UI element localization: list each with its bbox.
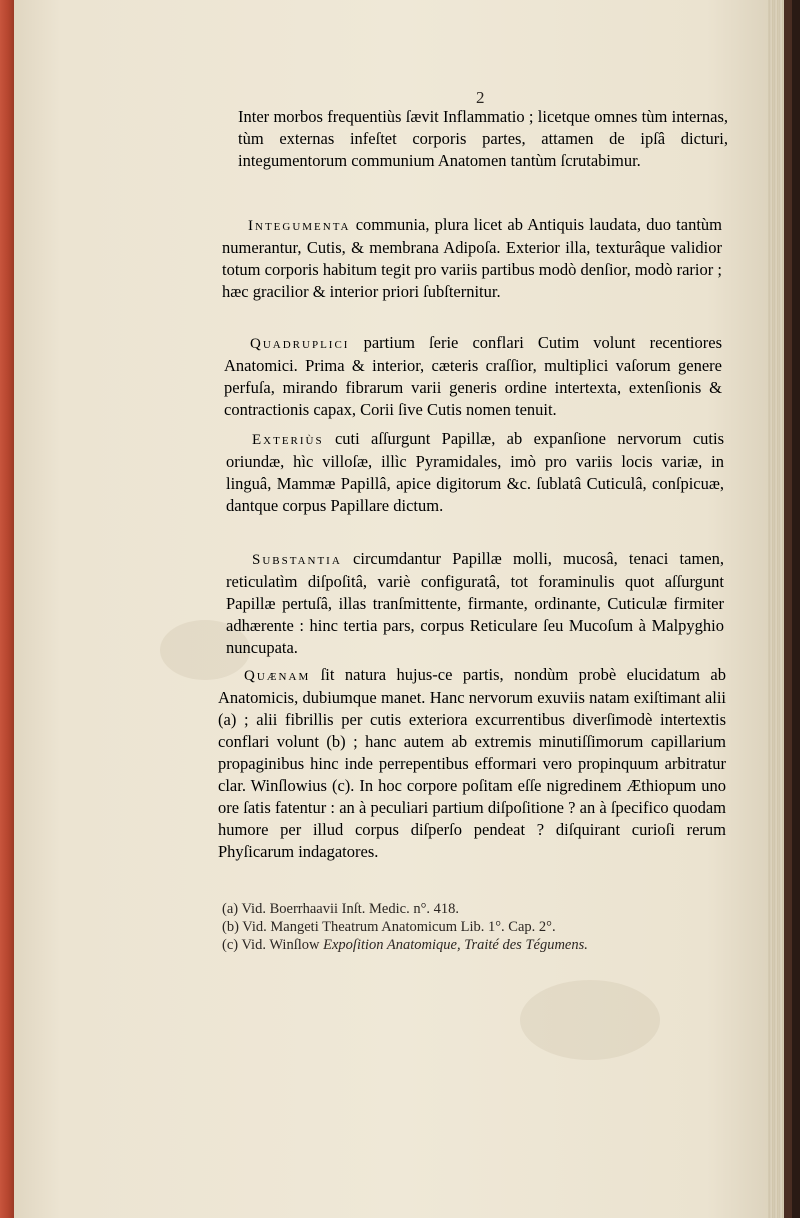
paragraph-lead-word: Exteriùs <box>252 432 324 448</box>
paragraph-text: partium ſerie conflari Cutim volunt recentiores Anatomici. Prima & interior, cæteris craſſior, multiplici vaſorum genere perfuſa, mirando fibrarum varii generis ordine intertexta, extenſionis & contractionis capax, Corii ſive Cutis nomen tenuit. <box>224 333 722 419</box>
paragraph-2 <box>222 214 722 303</box>
paper-stain <box>520 980 660 1060</box>
paragraph-lead-word: Quænam <box>244 668 311 684</box>
book-binding-left <box>0 0 14 1218</box>
footnote-text: Vid. Mangeti Theatrum Anatomicum Lib. 1°. Cap. 2°. <box>238 919 556 935</box>
paragraph-lead-word: Integumenta <box>248 218 351 234</box>
paragraph-1 <box>238 106 728 172</box>
paragraph-6 <box>218 664 726 863</box>
paragraph-5 <box>226 548 724 659</box>
paragraph-4 <box>226 428 724 517</box>
paragraph-text: cuti aſſurgunt Papillæ, ab expanſione nervorum cutis oriundæ, hìc villoſæ, illìc Pyramidales, imò pro variis locis variæ, in linguâ, Mammæ Papillâ, apice digitorum &c. ſublatâ Cuticulâ, conſpicuæ, dantque corpus Papillare dictum. <box>226 429 724 515</box>
paragraph-text: ſit natura hujus-ce partis, nondùm probè elucidatum ab Anatomicis, dubiumque manet. Hanc nervorum exuviis natam exiſtimant alii (a) ; alii fibrillis per cutis exteriora excurrentibus diverſimodè intertextis conflari volunt (b) ; hanc autem ab extremis minutiſſimorum capillarium propaginibus hinc inde perrepentibus efformari vero propinquum arbitratur clar. Winſlowius (c). In hoc corpore poſitam eſſe nigredinem Æthiopum uno ore ſatis fatentur : an à peculiari partium diſpoſitione ? an à ſpecifico quodam humore per illud corpus diſperſo pendeat ? diſquirant curioſi rerum Phyſicarum indagatores. <box>218 665 726 861</box>
footnote-text: Vid. Boerrhaavii Inſt. Medic. n°. 418. <box>238 901 460 917</box>
paragraph-lead-word: Quadruplici <box>250 336 350 352</box>
footnotes <box>222 900 682 954</box>
book-binding-right <box>792 0 800 1218</box>
footnote-mark: (b) <box>222 919 239 935</box>
paragraph-text: Inter morbos frequentiùs ſævit Inflammatio ; licetque omnes tùm internas, tùm externas infeſtet corporis partes, attamen de ipſâ dicturi, integumentorum communium Anatomen tantùm ſcrutabimur. <box>238 107 728 170</box>
footnote-mark: (c) <box>222 937 239 953</box>
paragraph-text: circumdantur Papillæ molli, mucosâ, tenaci tamen, reticulatìm diſpoſitâ, variè configuratâ, tot foraminulis quot aſſurgunt Papillæ pertuſâ, illas tranſmittente, firmante, ordinante, Cuticulæ firmiter adhærente : hinc tertia pars, corpus Reticulare ſeu Mucoſum à Malpyghio nuncupata. <box>226 549 724 657</box>
footnote-text: Vid. Winſlow <box>238 937 324 953</box>
footnote <box>222 936 682 954</box>
footnote <box>222 918 682 936</box>
page-edge-stack <box>768 0 784 1218</box>
footnote <box>222 900 682 918</box>
page-number: 2 <box>476 88 485 107</box>
footnote-mark: (a) <box>222 901 239 917</box>
paragraph-3 <box>224 332 722 421</box>
paragraph-text: communia, plura licet ab Antiquis laudata, duo tantùm numerantur, Cutis, & membrana Adipoſa. Exterior illa, texturâque validior totum corporis habitum tegit pro variis partibus modò denſior, modò rarior ; hæc gracilior & interior priori ſubſternitur. <box>222 215 722 301</box>
paragraph-lead-word: Substantia <box>252 552 342 568</box>
footnote-italic-title: Expoſition Anatomique, Traité des Tégumens. <box>323 937 588 953</box>
